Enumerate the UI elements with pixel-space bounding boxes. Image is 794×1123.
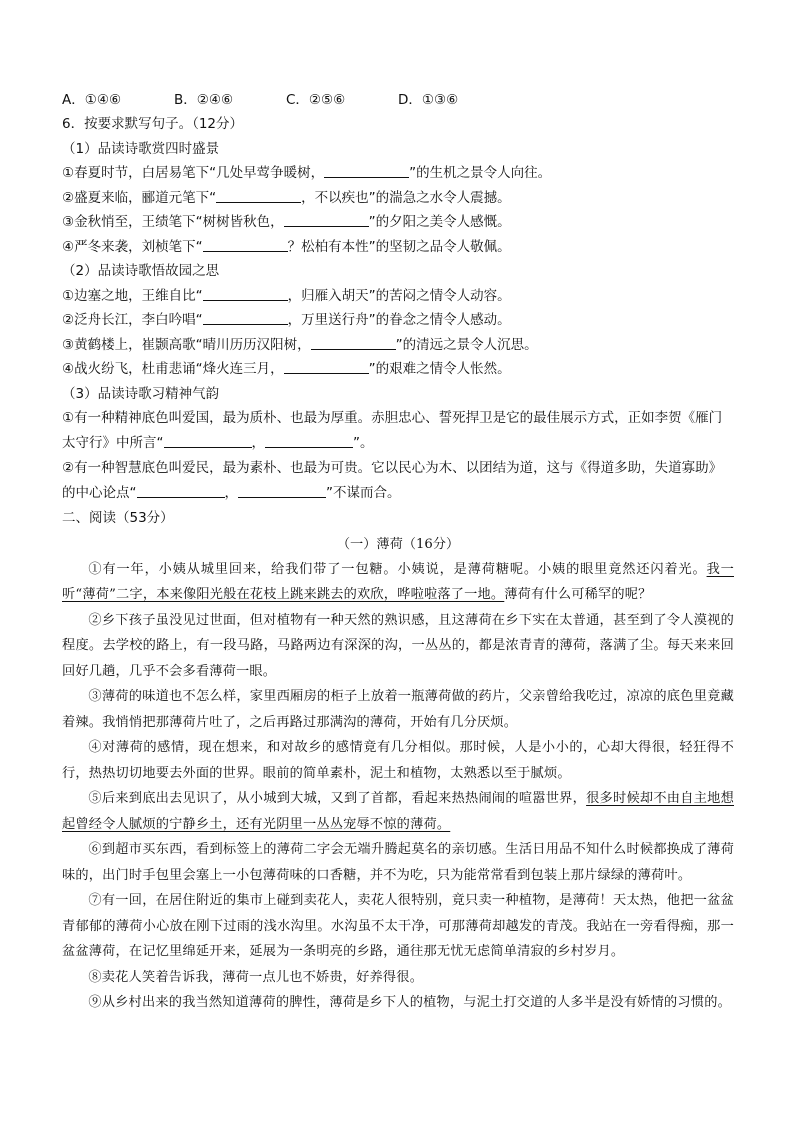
reading-passage [62,533,734,1016]
answer-options [62,88,734,112]
fill-para-3-1: ①有一种精神底色叫爱国，最为质朴、也最为厚重。赤胆忠心、誓死捍卫是它的最佳展示方式，正如李贺《雁门太守行》中所言“ ， ”。 [62,410,723,451]
answer-blank[interactable] [311,335,396,350]
answer-blank[interactable] [203,237,288,252]
answer-blank[interactable] [137,483,225,498]
question-6 [62,112,734,506]
fill-line-2-4: ④战火纷飞，杜甫悲诵“烽火连三月， ”的艰难之情令人怅然。 [62,361,511,377]
option-b: B．②④⑥ [174,92,234,108]
question-6-title: 6．按要求默写句子。（12分） [62,116,244,132]
answer-blank[interactable] [216,188,301,203]
option-d: D．①③⑥ [398,92,459,108]
fill-line-1-3: ③金秋悄至，王绩笔下“树树皆秋色， ”的夕阳之美令人感慨。 [62,214,511,230]
answer-blank[interactable] [265,433,353,448]
underlined-sentence: 我一听“薄荷”二字，本来像阳光般在花枝上跳来跳去的欢欣，哗啦啦落了一地。 [62,561,734,602]
paragraph-7: ⑦有一回，在居住附近的集市上碰到卖花人，卖花人很特别，竟只卖一种植物，是薄荷！天太热，他把一盆盆青郁郁的薄荷小心放在刚下过雨的浅水沟里。水沟虽不太干净，可那薄荷却越发的青茂。我站在一旁看得痴，那一盆盆薄荷，在记忆里绵延开来，延展为一条明亮的乡路，通往那无忧无虑简单清寂的乡村岁月。 [62,893,734,959]
passage-title: （一）薄荷（16分） [336,536,460,552]
paragraph-3: ③薄荷的味道也不怎么样，家里西厢房的柜子上放着一瓶薄荷做的药片，父亲曾给我吃过，凉凉的底色里竟藏着辣。我悄悄把那薄荷片吐了，之后再路过那满沟的薄荷，开始有几分厌烦。 [62,689,734,730]
answer-blank[interactable] [238,483,326,498]
answer-blank[interactable] [164,433,252,448]
paragraph-6: ⑥到超市买东西，看到标签上的薄荷二字会无端升腾起莫名的亲切感。生活日用品不知什么时候都换成了薄荷味的，出门时手包里会塞上一小包薄荷味的口香糖，并不为吃，只为能常常看到包装上那片绿绿的薄荷叶。 [62,842,734,883]
paragraph-2: ②乡下孩子虽没见过世面，但对植物有一种天然的熟识感，且这薄荷在乡下实在太普通，甚至到了令人漠视的程度。去学校的路上，有一段马路，马路两边有深深的沟，一丛丛的，都是浓青青的薄荷，落满了尘。每天来来回回好几趟，几乎不会多看薄荷一眼。 [62,612,734,679]
paragraph-1: ①有一年，小姨从城里回来，给我们带了一包糖。小姨说，是薄荷糖呢。小姨的眼里竟然还闪着光。我一听“薄荷”二字，本来像阳光般在花枝上跳来跳去的欢欣，哗啦啦落了一地。薄荷有什么可稀罕的呢？ [62,561,734,602]
paragraph-5: ⑤后来到底出去见识了，从小城到大城，又到了首都，看起来热热闹闹的喧嚣世界，很多时候却不由自主地想起曾经令人腻烦的宁静乡土，还有光阴里一丛丛宠辱不惊的薄荷。 [62,791,734,832]
option-c: C．②⑤⑥ [286,92,346,108]
section-3-heading: （3）品读诗歌习精神气韵 [62,385,220,402]
answer-blank[interactable] [203,286,288,301]
underlined-sentence: 很多时候却不由自主地想起曾经令人腻烦的宁静乡土，还有光阴里一丛丛宠辱不惊的薄荷。 [62,791,734,832]
answer-blank[interactable] [284,359,369,374]
paragraph-9: ⑨从乡村出来的我当然知道薄荷的脾性，薄荷是乡下人的植物，与泥土打交道的人多半是没有娇情的习惯的。 [88,995,731,1010]
exam-page [62,88,734,1016]
fill-line-2-2: ②泛舟长江，李白吟唱“ ，万里送行舟”的眷念之情令人感动。 [62,312,511,328]
answer-blank[interactable] [324,163,409,178]
section-2-heading: （2）品读诗歌悟故园之思 [62,263,220,279]
fill-line-1-1: ①春夏时节，白居易笔下“几处早莺争暖树， ”的生机之景令人向往。 [62,165,552,181]
fill-line-2-1: ①边塞之地，王维自比“ ，归雁入胡天”的苦闷之情令人动容。 [62,287,511,304]
paragraph-4: ④对薄荷的感情，现在想来，和对故乡的感情竟有几分相似。那时候，人是小小的，心却大得很，轻狂得不行，热热切切地要去外面的世界。眼前的简单素朴，泥土和植物，太熟悉以至于腻烦。 [62,740,734,781]
section-2-title: 二、阅读（53分） [62,510,174,526]
fill-line-1-2: ②盛夏来临，郦道元笔下“ ，不以疾也”的湍急之水令人震撼。 [62,189,511,206]
answer-blank[interactable] [284,212,369,227]
fill-line-1-4: ④严冬来袭，刘桢笔下“ ？松柏有本性”的坚韧之品令人敬佩。 [62,238,511,255]
answer-blank[interactable] [203,310,288,325]
fill-para-3-2: ②有一种智慧底色叫爱民，最为素朴、也最为可贵。它以民心为木、以团结为道，这与《得道多助，失道寡助》的中心论点“ ， ”不谋而合。 [62,460,723,501]
section-1-heading: （1）品读诗歌赏四时盛景 [62,140,220,157]
option-a: A．①④⑥ [62,92,122,108]
paragraph-8: ⑧卖花人笑着告诉我，薄荷一点儿也不娇贵，好养得很。 [88,969,424,985]
fill-line-2-3: ③黄鹤楼上，崔颢高歌“晴川历历汉阳树， ”的清远之景令人沉思。 [62,336,538,353]
